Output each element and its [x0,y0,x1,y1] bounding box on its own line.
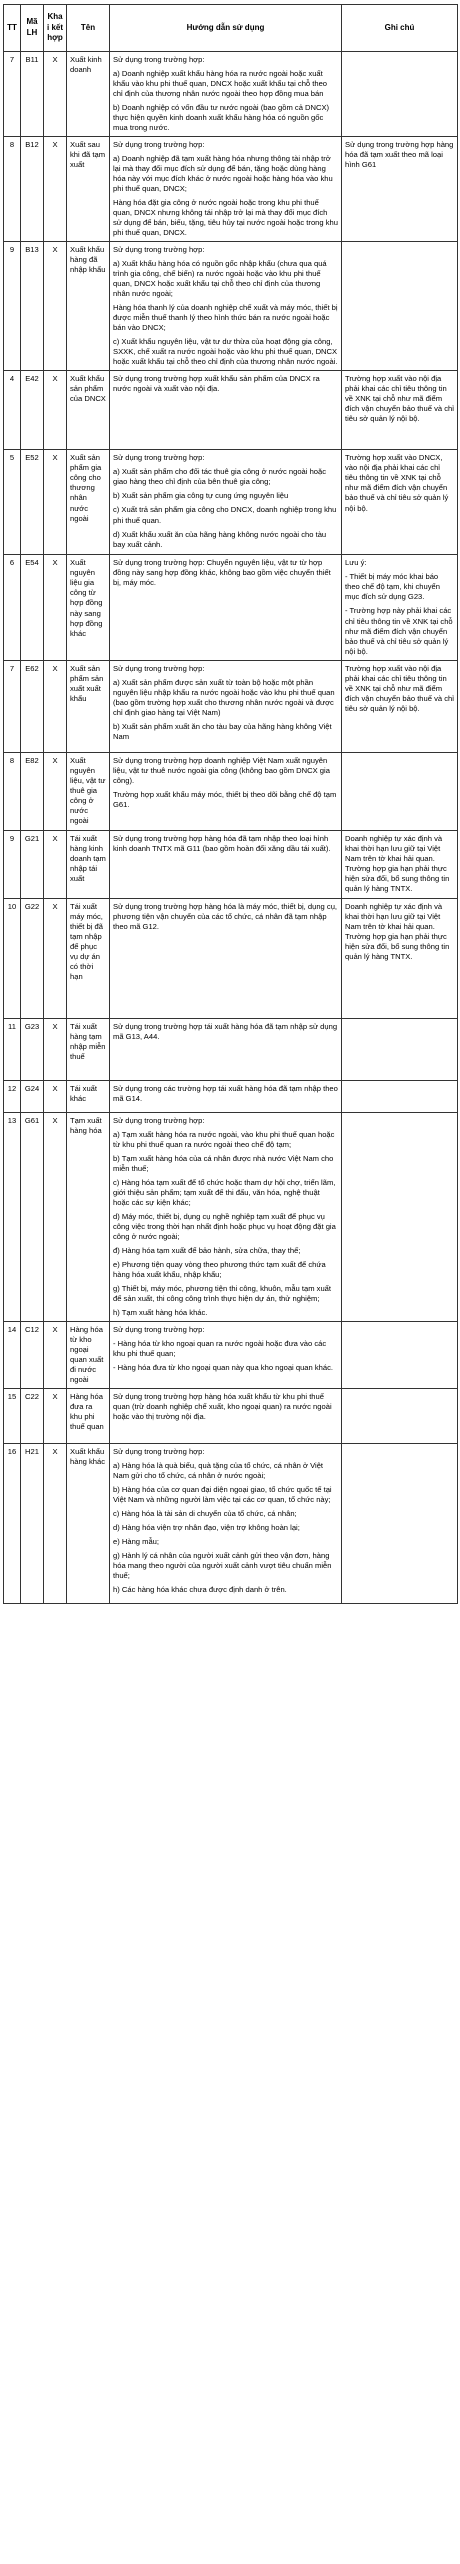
guide-paragraph: b) Hàng hóa của cơ quan đại diện ngoại giao, tổ chức quốc tế tại Việt Nam và những người làm việc tại các cơ quan, tổ chức này; [113,1484,332,1504]
row-combined: X [44,450,67,555]
row-code: H21 [21,1443,44,1603]
note-paragraph: Lưu ý: [345,558,367,568]
row-code: E62 [21,660,44,752]
row-name: Xuất kinh doanh [67,52,110,137]
row-tt: 9 [4,830,21,898]
row-combined: X [44,1321,67,1388]
guide-paragraph: Sử dụng trong trường hợp hàng hóa xuất khẩu từ khu phi thuế quan (trừ doanh nghiệp chế xuất, kho ngoại quan) ra nước ngoài hoặc vào thị trường nội địa. [113,1391,332,1421]
guide-paragraph: a) Doanh nghiệp xuất khẩu hàng hóa ra nước ngoài hoặc xuất khẩu vào khu phi thuế quan, DNCX hoặc xuất khẩu tại chỗ theo chỉ định của thương nhân nước ngoài theo hợp đồng mua bán [113,69,328,99]
guide-paragraph: c) Hàng hóa là tài sản di chuyển của tổ chức, cá nhân; [113,1509,297,1518]
row-guide [110,52,342,137]
row-guide [110,898,342,1018]
table-row [4,555,458,660]
row-name: Xuất sản phẩm gia công cho thương nhân nước ngoài [67,450,110,555]
row-combined: X [44,52,67,137]
row-guide [110,1018,342,1080]
guide-paragraph: d) Xuất khẩu xuất ăn của hãng hàng không nước ngoài cho tàu bay xuất cảnh. [113,529,327,549]
table-row [4,1018,458,1080]
row-note [342,1080,458,1112]
row-code: G21 [21,830,44,898]
row-guide [110,450,342,555]
row-tt: 9 [4,242,21,371]
row-note [342,555,458,660]
guide-paragraph: Sử dụng trong trường hợp: [113,1115,205,1125]
row-combined: X [44,898,67,1018]
guide-paragraph: b) Xuất sản phẩm xuất ăn cho tàu bay của hãng hàng không Việt Nam [113,721,332,741]
row-guide [110,242,342,371]
row-name: Xuất nguyên liệu, vật tư thuê gia công ở nước ngoài [67,752,110,830]
note-paragraph: Doanh nghiệp tự xác định và khai thời hạn lưu giữ tại Việt Nam trên tờ khai hải quan. Trường hợp gia hạn phải thực hiện sửa đổi, bổ sung thông tin quản lý hàng TNTX. [345,901,450,961]
row-combined: X [44,830,67,898]
note-paragraph: Doanh nghiệp tự xác định và khai thời hạn lưu giữ tại Việt Nam trên tờ khai hải quan. Trường hợp gia hạn phải thực hiện sửa đổi, bổ sung thông tin quản lý hàng TNTX. [345,833,450,893]
row-guide [110,371,342,450]
row-note [342,1388,458,1443]
row-combined: X [44,1112,67,1321]
row-note [342,371,458,450]
row-combined: X [44,1443,67,1603]
row-note [342,450,458,555]
row-guide [110,1443,342,1603]
row-guide [110,137,342,242]
note-paragraph: Trường hợp xuất vào nội địa phải khai các chỉ tiêu thông tin về XNK tại chỗ như mã điểm đích vận chuyển bảo thuế và chỉ tiêu sở quản lý nội bộ. [345,374,454,424]
table-row [4,830,458,898]
guide-paragraph: Hàng hóa đặt gia công ở nước ngoài hoặc trong khu phi thuế quan, DNCX nhưng không tái nhập trở lại mà thay đổi mục đích sử dụng để bán, biếu, tặng, tiêu hủy tại nước ngoài hoặc trong khu phi thuế quan, DNCX. [113,198,338,238]
table-header-row [4,5,458,52]
guide-paragraph: d) Hàng hóa viện trợ nhân đạo, viện trợ không hoàn lại; [113,1523,300,1533]
row-name: Xuất khẩu hàng đã nhập khẩu [67,242,110,371]
row-name: Tái xuất hàng kinh doanh tạm nhập tái xuất [67,830,110,898]
row-combined: X [44,752,67,830]
row-guide [110,1388,342,1443]
row-code: G24 [21,1080,44,1112]
row-note [342,1443,458,1603]
guide-paragraph: a) Xuất sản phẩm được sản xuất từ toàn bộ hoặc một phần nguyên liệu nhập khẩu ra nước ngoài hoặc vào khu phi thuế quan (bao gồm trường hợp xuất cho thương nhân nước ngoài và được chỉ định giao hàng tại Việt Nam) [113,677,335,717]
row-note [342,660,458,752]
guide-paragraph: - Hàng hóa đưa từ kho ngoại quan này qua kho ngoại quan khác. [113,1362,333,1372]
guide-paragraph: a) Xuất sản phẩm cho đối tác thuê gia công ở nước ngoài hoặc giao hàng theo chỉ định của bên thuê gia công; [113,467,327,487]
row-combined: X [44,137,67,242]
row-name: Xuất khẩu hàng khác [67,1443,110,1603]
row-combined: X [44,242,67,371]
row-note [342,242,458,371]
row-guide [110,752,342,830]
guide-paragraph: Sử dụng trong trường hợp: [113,55,205,64]
row-code: G23 [21,1018,44,1080]
note-paragraph: - Trường hợp này phải khai các chỉ tiêu thông tin về XNK tại chỗ như mã điểm đích vận chuyển bảo thuế và chỉ tiêu sở quản lý nội bộ. [345,606,453,656]
row-guide [110,1112,342,1321]
guide-paragraph: g) Thiết bị, máy móc, phương tiện thi công, khuôn, mẫu tạm xuất để sản xuất, thi công công trình thực hiện dự án, thử nghiệm; [113,1283,332,1303]
row-code: B11 [21,52,44,137]
row-tt: 8 [4,752,21,830]
table-row [4,450,458,555]
row-name: Xuất nguyên liệu gia công từ hợp đồng này sang hợp đồng khác [67,555,110,660]
row-note [342,898,458,1018]
row-guide [110,555,342,660]
guide-paragraph: đ) Hàng hóa tạm xuất để bảo hành, sửa chữa, thay thế; [113,1245,301,1255]
row-note [342,52,458,137]
row-name: Tái xuất khác [67,1080,110,1112]
table-row [4,52,458,137]
table-row [4,1112,458,1321]
row-name: Xuất khẩu sản phẩm của DNCX [67,371,110,450]
guide-paragraph: Sử dụng trong trường hợp tái xuất hàng hóa đã tạm nhập sử dụng mã G13, A44. [113,1021,338,1041]
note-paragraph: Sử dụng trong trường hợp hàng hóa đã tạm xuất theo mã loại hình G61 [345,140,454,170]
row-tt: 8 [4,137,21,242]
row-guide [110,1080,342,1112]
row-code: E42 [21,371,44,450]
row-tt: 10 [4,898,21,1018]
row-name: Xuất sản phẩm sản xuất xuất khẩu [67,660,110,752]
row-code: B12 [21,137,44,242]
row-code: E82 [21,752,44,830]
row-code: E54 [21,555,44,660]
note-paragraph: Trường hợp xuất vào DNCX, vào nội địa phải khai các chỉ tiêu thông tin về XNK tại chỗ như mã điểm đích vận chuyển bảo thuế và chỉ tiêu sở quản lý nội bộ. [345,453,449,513]
row-tt: 6 [4,555,21,660]
guide-paragraph: a) Tạm xuất hàng hóa ra nước ngoài, vào khu phi thuế quan hoặc từ khu phi thuế quan ra nước ngoài theo chế độ tạm; [113,1129,335,1149]
guide-paragraph: c) Xuất trả sản phẩm gia công cho DNCX, doanh nghiệp trong khu phi thuế quan. [113,505,337,525]
row-combined: X [44,371,67,450]
row-name: Tái xuất hàng tạm nhập miễn thuế [67,1018,110,1080]
row-guide [110,830,342,898]
row-tt: 16 [4,1443,21,1603]
note-paragraph: Trường hợp xuất vào nội địa phải khai các chỉ tiêu thông tin về XNK tại chỗ như mã điểm đích vận chuyển bảo thuế và chỉ tiêu sở quản lý nội bộ. [345,663,454,713]
row-tt: 7 [4,660,21,752]
guide-paragraph: Sử dụng trong trường hợp: [113,1324,205,1334]
guide-paragraph: b) Xuất sản phẩm gia công tự cung ứng nguyên liệu [113,491,289,501]
guide-paragraph: Sử dụng trong trường hợp: Chuyển nguyên liệu, vật tư từ hợp đồng này sang hợp đồng khác, không bao gồm việc chuyển thiết bị, máy móc. [113,558,331,588]
row-code: E52 [21,450,44,555]
table-body [4,52,458,1604]
guide-paragraph: Sử dụng trong trường hợp hàng hóa đã tạm nhập theo loại hình kinh doanh TNTX mã G11 (bao gồm hoàn đổi xăng dầu tái xuất). [113,833,331,853]
row-code: G61 [21,1112,44,1321]
guide-paragraph: Sử dụng trong trường hợp: [113,140,205,150]
header-name: Tên [67,5,110,52]
header-code: Mã LH [21,5,44,52]
row-note [342,830,458,898]
row-tt: 12 [4,1080,21,1112]
guide-paragraph: Sử dụng trong trường hợp doanh nghiệp Việt Nam xuất nguyên liệu, vật tư thuê nước ngoài gia công (không bao gồm DNCX gia công). [113,755,330,785]
table-row [4,1388,458,1443]
note-paragraph: - Thiết bị máy móc khai báo theo chế độ tạm, khi chuyển mục đích sử dụng G23. [345,572,440,602]
row-combined: X [44,1018,67,1080]
row-combined: X [44,1388,67,1443]
header-tt: TT [4,5,21,52]
export-type-table [3,4,458,1604]
guide-paragraph: Hàng hóa thanh lý của doanh nghiệp chế xuất và máy móc, thiết bị được miễn thuế thanh lý theo hình thức bán ra nước ngoài hoặc bán vào DNCX; [113,303,338,333]
table-row [4,371,458,450]
guide-paragraph: h) Các hàng hóa khác chưa được định danh ở trên. [113,1585,287,1595]
table-row [4,1443,458,1603]
row-tt: 13 [4,1112,21,1321]
guide-paragraph: e) Hàng mẫu; [113,1537,160,1547]
guide-paragraph: g) Hành lý cá nhân của người xuất cảnh gửi theo vận đơn, hàng hóa mang theo người của người xuất cảnh vượt tiêu chuẩn miễn thuế; [113,1551,332,1581]
guide-paragraph: a) Xuất khẩu hàng hóa có nguồn gốc nhập khẩu (chưa qua quá trình gia công, chế biến) ra nước ngoài hoặc vào khu phi thuế quan, DNCX hoặc xuất khẩu tại chỗ theo chỉ định của thương nhân nước ngoài; [113,259,327,299]
row-tt: 4 [4,371,21,450]
header-guide: Hướng dẫn sử dụng [110,5,342,52]
row-tt: 15 [4,1388,21,1443]
guide-paragraph: c) Xuất khẩu nguyên liệu, vật tư dư thừa của hoạt động gia công, SXXK, chế xuất ra nước ngoài hoặc vào khu phi thuế quan, DNCX hoặc xuất khẩu tại chỗ theo chỉ định của thương nhân nước ngoài. [113,337,338,367]
table-row [4,660,458,752]
row-combined: X [44,660,67,752]
guide-paragraph: a) Hàng hóa là quà biếu, quà tặng của tổ chức, cá nhân ở Việt Nam gửi cho tổ chức, cá nhân ở nước ngoài; [113,1460,324,1480]
row-note [342,1018,458,1080]
guide-paragraph: h) Tạm xuất hàng hóa khác. [113,1307,208,1317]
row-name: Tạm xuất hàng hóa [67,1112,110,1321]
row-note [342,1321,458,1388]
row-name: Hàng hóa đưa ra khu phi thuế quan [67,1388,110,1443]
guide-paragraph: Sử dụng trong trường hợp: [113,663,205,673]
table-row [4,242,458,371]
row-note [342,1112,458,1321]
row-name: Hàng hóa từ kho ngoại quan xuất đi nước ngoài [67,1321,110,1388]
guide-paragraph: Sử dụng trong trường hợp hàng hóa là máy móc, thiết bị, dụng cụ, phương tiện vận chuyển của các tổ chức, cá nhân đã tạm nhập theo mã G12. [113,901,338,931]
header-combined: Khai kết hợp [44,5,67,52]
guide-paragraph: d) Máy móc, thiết bị, dụng cụ nghề nghiệp tạm xuất để phục vụ công việc trong thời hạn nhất định hoặc phục vụ hoạt động đặt gia công ở nước ngoài; [113,1211,336,1241]
row-guide [110,660,342,752]
row-combined: X [44,1080,67,1112]
guide-paragraph: Sử dụng trong các trường hợp tái xuất hàng hóa đã tạm nhập theo mã G14. [113,1083,338,1103]
row-code: C22 [21,1388,44,1443]
guide-paragraph: Sử dụng trong trường hợp: [113,453,205,463]
row-tt: 14 [4,1321,21,1388]
guide-paragraph: - Hàng hóa từ kho ngoại quan ra nước ngoài hoặc đưa vào các khu phi thuế quan; [113,1338,327,1358]
row-code: C12 [21,1321,44,1388]
guide-paragraph: b) Doanh nghiệp có vốn đầu tư nước ngoài (bao gồm cả DNCX) thực hiện quyền kinh doanh xuất khẩu hàng hóa có nguồn gốc mua trong nước. [113,103,330,133]
row-tt: 5 [4,450,21,555]
row-note [342,137,458,242]
guide-paragraph: Sử dụng trong trường hợp: [113,245,205,255]
guide-paragraph: c) Hàng hóa tạm xuất để tổ chức hoặc tham dự hội chợ, triển lãm, giới thiệu sản phẩm; tạm xuất để thi đấu, văn hóa, nghệ thuật hoặc các sự kiện khác; [113,1177,336,1207]
row-tt: 7 [4,52,21,137]
row-name: Xuất sau khi đã tạm xuất [67,137,110,242]
table-row [4,1080,458,1112]
row-note [342,752,458,830]
row-code: B13 [21,242,44,371]
table-row [4,752,458,830]
row-code: G22 [21,898,44,1018]
guide-paragraph: Trường hợp xuất khẩu máy móc, thiết bị theo dõi bằng chế độ tạm G61. [113,789,337,809]
header-note: Ghi chú [342,5,458,52]
table-row [4,137,458,242]
table-row [4,1321,458,1388]
guide-paragraph: a) Doanh nghiệp đã tạm xuất hàng hóa nhưng thông tài nhập trở lại mà thay đổi mục đích sử dụng để bán, tặng hoặc dùng hàng hóa này với mục đích khác ở nước ngoài hoặc hàng hóa vào khu phi thuế quan, DNCX; [113,154,333,194]
guide-paragraph: Sử dụng trong trường hợp: [113,1446,205,1456]
row-tt: 11 [4,1018,21,1080]
guide-paragraph: e) Phương tiện quay vòng theo phương thức tạm xuất để chứa hàng hóa xuất khẩu, nhập khẩu; [113,1259,326,1279]
guide-paragraph: Sử dụng trong trường hợp xuất khẩu sản phẩm của DNCX ra nước ngoài và xuất vào nội địa. [113,374,320,394]
row-guide [110,1321,342,1388]
row-combined: X [44,555,67,660]
guide-paragraph: b) Tạm xuất hàng hóa của cá nhân được nhà nước Việt Nam cho miễn thuế; [113,1153,334,1173]
table-row [4,898,458,1018]
row-name: Tái xuất máy móc, thiết bị đã tạm nhập để phục vụ dự án có thời hạn [67,898,110,1018]
